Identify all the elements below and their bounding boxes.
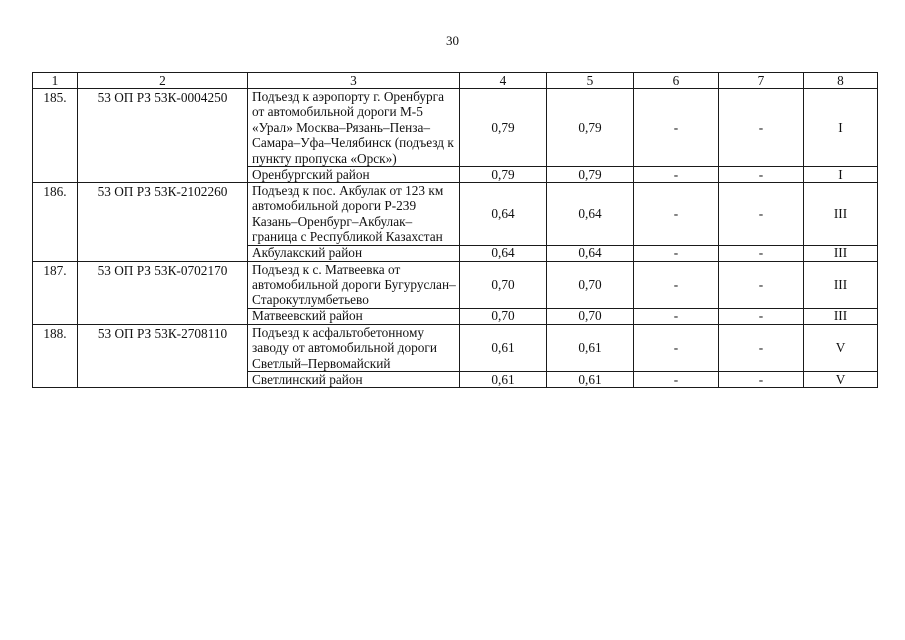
cell-col7: -: [719, 167, 804, 183]
cell-col8: III: [804, 245, 878, 261]
cell-col6: -: [634, 183, 719, 246]
cell-col4: 0,61: [460, 372, 547, 388]
cell-col4: 0,79: [460, 89, 547, 167]
column-header: 8: [804, 73, 878, 89]
cell-col5: 0,70: [547, 261, 634, 308]
cell-col7: -: [719, 245, 804, 261]
cell-col4: 0,64: [460, 183, 547, 246]
road-name: Подъезд к аэропорту г. Оренбурга от автомобильной дороги М-5 «Урал» Москва–Рязань–Пенза–Самара–Уфа–Челябинск (подъезд к пункту пропуска «Орск»): [248, 89, 460, 167]
cell-col4: 0,70: [460, 308, 547, 324]
column-number-row: [33, 73, 878, 89]
column-header: 5: [547, 73, 634, 89]
roads-table: [32, 72, 878, 388]
road-code: 53 ОП РЗ 53К-0004250: [78, 89, 248, 183]
cell-col8: III: [804, 308, 878, 324]
column-header: 4: [460, 73, 547, 89]
table-row: [33, 89, 878, 167]
cell-col4: 0,79: [460, 167, 547, 183]
cell-col6: -: [634, 324, 719, 371]
road-name: Подъезд к асфальтобетонному заводу от автомобильной дороги Светлый–Первомайский: [248, 324, 460, 371]
cell-col6: -: [634, 245, 719, 261]
table-row: [33, 183, 878, 246]
cell-col4: 0,61: [460, 324, 547, 371]
road-code: 53 ОП РЗ 53К-0702170: [78, 261, 248, 324]
cell-col6: -: [634, 167, 719, 183]
cell-col8: I: [804, 167, 878, 183]
row-index: 187.: [33, 261, 78, 324]
road-name: Подъезд к пос. Акбулак от 123 км автомобильной дороги Р-239 Казань–Оренбург–Акбулак–граница с Республикой Казахстан: [248, 183, 460, 246]
cell-col8: III: [804, 261, 878, 308]
cell-col8: I: [804, 89, 878, 167]
cell-col5: 0,79: [547, 167, 634, 183]
district-name: Светлинский район: [248, 372, 460, 388]
row-index: 186.: [33, 183, 78, 262]
cell-col7: -: [719, 183, 804, 246]
road-code: 53 ОП РЗ 53К-2102260: [78, 183, 248, 262]
cell-col6: -: [634, 89, 719, 167]
row-index: 185.: [33, 89, 78, 183]
table-row: [33, 261, 878, 308]
district-name: Матвеевский район: [248, 308, 460, 324]
district-name: Оренбургский район: [248, 167, 460, 183]
cell-col5: 0,64: [547, 245, 634, 261]
column-header: 6: [634, 73, 719, 89]
table-row: [33, 324, 878, 371]
column-header: 3: [248, 73, 460, 89]
cell-col6: -: [634, 308, 719, 324]
column-header: 2: [78, 73, 248, 89]
cell-col5: 0,61: [547, 372, 634, 388]
cell-col7: -: [719, 324, 804, 371]
cell-col5: 0,79: [547, 89, 634, 167]
cell-col6: -: [634, 261, 719, 308]
cell-col7: -: [719, 89, 804, 167]
cell-col5: 0,61: [547, 324, 634, 371]
cell-col8: III: [804, 183, 878, 246]
cell-col5: 0,70: [547, 308, 634, 324]
page-number: 30: [446, 33, 459, 48]
cell-col6: -: [634, 372, 719, 388]
road-name: Подъезд к с. Матвеевка от автомобильной дороги Бугуруслан–Старокутлумбетьево: [248, 261, 460, 308]
cell-col7: -: [719, 261, 804, 308]
cell-col5: 0,64: [547, 183, 634, 246]
cell-col7: -: [719, 308, 804, 324]
district-name: Акбулакский район: [248, 245, 460, 261]
cell-col8: V: [804, 372, 878, 388]
column-header: 1: [33, 73, 78, 89]
cell-col4: 0,70: [460, 261, 547, 308]
road-code: 53 ОП РЗ 53К-2708110: [78, 324, 248, 387]
cell-col4: 0,64: [460, 245, 547, 261]
cell-col7: -: [719, 372, 804, 388]
column-header: 7: [719, 73, 804, 89]
cell-col8: V: [804, 324, 878, 371]
row-index: 188.: [33, 324, 78, 387]
